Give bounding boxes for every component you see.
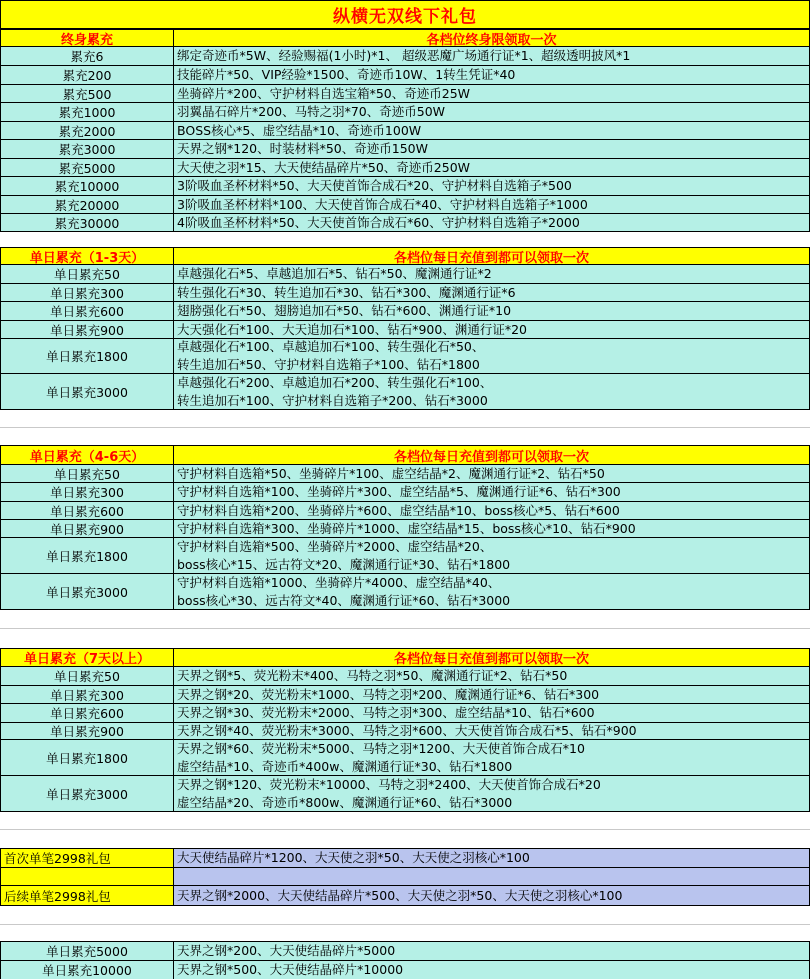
reward-cell	[174, 723, 810, 739]
reward-line: 转生强化石*30、转生追加石*30、钻石*300、魔渊通行证*6	[177, 284, 516, 300]
reward-line: BOSS核心*5、虚空结晶*10、奇迹币100W	[177, 122, 422, 138]
tier-cell: 单日累充600	[0, 502, 174, 519]
reward-line: 天界之钢*30、荧光粉末*2000、马特之羽*300、虚空结晶*10、钻石*600	[177, 705, 595, 720]
table-row	[0, 102, 810, 121]
reward-line: 大天使结晶碎片*1200、大天使之羽*50、大天使之羽核心*100	[177, 850, 530, 865]
reward-line: 守护材料自选箱*100、坐骑碎片*300、虚空结晶*5、魔渊通行证*6、钻石*300	[177, 484, 621, 499]
tier-cell: 累充20000	[0, 196, 174, 213]
table-row	[0, 84, 810, 102]
reward-cell	[174, 961, 810, 979]
table-row	[0, 775, 810, 811]
tier-cell: 单日累充3000	[0, 374, 174, 409]
section-header-lifetime	[0, 29, 810, 46]
reward-cell	[174, 740, 810, 775]
tier-cell: 单日累充1800	[0, 740, 174, 775]
table-row	[0, 283, 810, 301]
tier-cell: 累充3000	[0, 140, 174, 158]
table-row	[0, 703, 810, 722]
section-header-right: 各档位每日充值到都可以领取一次	[174, 446, 810, 464]
tier-cell: 单日累充600	[0, 704, 174, 722]
blank-row	[0, 829, 810, 848]
reward-line: 大天强化石*100、大天追加石*100、钻石*900、渊通行证*20	[177, 321, 527, 337]
reward-line: 天界之钢*60、荧光粉末*5000、马特之羽*1200、大天使首饰合成石*10	[177, 740, 585, 756]
gift-row-subsequent	[0, 885, 810, 905]
table-row	[0, 960, 810, 979]
blank-row	[0, 811, 810, 829]
reward-cell	[174, 47, 810, 65]
section-header-right: 各档位每日充值到都可以领取一次	[174, 649, 810, 666]
reward-line: 守护材料自选箱*300、坐骑碎片*1000、虚空结晶*15、boss核心*10、钻石*900	[177, 520, 636, 536]
reward-cell	[174, 321, 810, 338]
section-header-left: 终身累充	[0, 30, 174, 46]
section-header-day4-6	[0, 445, 810, 464]
tier-cell: 单日累充3000	[0, 776, 174, 811]
reward-line: 转生追加石*50、守护材料自选箱子*100、钻石*1800	[177, 357, 480, 372]
tier-cell: 单日累充600	[0, 302, 174, 320]
tier-cell: 单日累充50	[0, 667, 174, 685]
blank-row	[0, 924, 810, 941]
table-row	[0, 666, 810, 685]
reward-line: 守护材料自选箱*500、坐骑碎片*2000、虚空结晶*20、	[177, 538, 493, 554]
table-row	[0, 264, 810, 283]
reward-line: 3阶吸血圣杯材料*50、大天使首饰合成石*20、守护材料自选箱子*500	[177, 178, 572, 193]
tier-cell: 单日累充900	[0, 520, 174, 537]
reward-cell	[174, 196, 810, 213]
reward-cell	[174, 103, 810, 121]
tier-cell: 累充6	[0, 47, 174, 65]
table-row	[0, 501, 810, 519]
table-row	[0, 176, 810, 195]
reward-line: 卓越强化石*100、卓越追加石*100、转生强化石*50、	[177, 339, 485, 354]
blank-row	[0, 628, 810, 648]
reward-cell	[174, 942, 810, 960]
table-row	[0, 464, 810, 482]
reward-cell	[174, 502, 810, 519]
reward-line: 守护材料自选箱*50、坐骑碎片*100、虚空结晶*2、魔渊通行证*2、钻石*50	[177, 465, 605, 481]
table-row	[0, 46, 810, 65]
reward-cell	[174, 374, 810, 409]
reward-cell	[174, 776, 810, 811]
reward-line: 天界之钢*2000、大天使结晶碎片*500、大天使之羽*50、大天使之羽核心*100	[177, 887, 623, 903]
reward-cell	[174, 667, 810, 685]
tier-cell: 累充500	[0, 85, 174, 102]
gift-row-first	[0, 848, 810, 867]
reward-cell	[174, 159, 810, 176]
tier-cell: 单日累充1800	[0, 339, 174, 373]
table-row	[0, 139, 810, 158]
reward-line: 天界之钢*40、荧光粉末*3000、马特之羽*600、大天使首饰合成石*5、钻石*900	[177, 723, 637, 738]
table-row	[0, 739, 810, 775]
reward-line: 卓越强化石*5、卓越追加石*5、钻石*50、魔渊通行证*2	[177, 266, 492, 281]
section-header-left: 单日累充（4-6天）	[0, 446, 174, 464]
reward-line: 羽翼晶石碎片*200、马特之羽*70、奇迹币50W	[177, 104, 446, 119]
tier-cell: 累充30000	[0, 214, 174, 231]
reward-line: 翅膀强化石*50、翅膀追加石*50、钻石*600、渊通行证*10	[177, 303, 512, 318]
section-header-right: 各档位每日充值到都可以领取一次	[174, 248, 810, 264]
reward-line: 技能碎片*50、VIP经验*1500、奇迹币10W、1转生凭证*40	[177, 67, 516, 82]
reward-line: 守护材料自选箱*200、坐骑碎片*600、虚空结晶*10、boss核心*5、钻石*600	[177, 502, 620, 518]
reward-line: 天界之钢*120、时装材料*50、奇迹币150W	[177, 141, 428, 156]
section-header-right: 各档位终身限领取一次	[174, 30, 810, 46]
reward-line: 4阶吸血圣杯材料*50、大天使首饰合成石*60、守护材料自选箱子*2000	[177, 214, 580, 230]
table-row	[0, 301, 810, 320]
reward-cell	[174, 122, 810, 139]
tier-cell: 单日累充10000	[0, 961, 174, 979]
table-row	[0, 722, 810, 739]
table-row	[0, 537, 810, 573]
table-row	[0, 519, 810, 537]
gift-name-cell: 首次单笔2998礼包	[0, 849, 174, 867]
reward-cell	[174, 177, 810, 195]
reward-cell	[174, 66, 810, 84]
section-header-left: 单日累充（7天以上）	[0, 649, 174, 666]
tier-cell: 单日累充5000	[0, 942, 174, 960]
table-row	[0, 941, 810, 960]
gift-name-cell: 后续单笔2998礼包	[0, 886, 174, 905]
section-header-left: 单日累充（1-3天）	[0, 248, 174, 264]
tier-cell: 单日累充900	[0, 723, 174, 739]
tier-cell: 单日累充300	[0, 483, 174, 501]
reward-line: 天界之钢*20、荧光粉末*1000、马特之羽*200、魔渊通行证*6、钻石*300	[177, 686, 600, 702]
reward-cell	[174, 339, 810, 373]
table-row	[0, 373, 810, 409]
reward-cell	[174, 85, 810, 102]
reward-cell	[174, 538, 810, 573]
reward-line: 坐骑碎片*200、守护材料自选宝箱*50、奇迹币25W	[177, 85, 471, 101]
reward-cell	[174, 465, 810, 482]
tier-cell: 累充1000	[0, 103, 174, 121]
reward-line: 虚空结晶*20、奇迹币*800w、魔渊通行证*60、钻石*3000	[177, 794, 513, 810]
reward-cell	[174, 265, 810, 283]
reward-line: 守护材料自选箱*1000、坐骑碎片*4000、虚空结晶*40、	[177, 574, 501, 590]
table-row	[0, 482, 810, 501]
reward-cell	[174, 302, 810, 320]
table-row	[0, 338, 810, 373]
tier-cell: 单日累充1800	[0, 538, 174, 573]
blank-row	[0, 409, 810, 427]
blank-row	[0, 905, 810, 924]
reward-line: 天界之钢*5、荧光粉末*400、马特之羽*50、魔渊通行证*2、钻石*50	[177, 668, 568, 683]
gift-content-cell	[174, 849, 810, 867]
table-row	[0, 195, 810, 213]
gift-content-cell	[174, 886, 810, 905]
table-row	[0, 65, 810, 84]
reward-cell	[174, 686, 810, 703]
reward-line: 转生追加石*100、守护材料自选箱子*200、钻石*3000	[177, 392, 488, 408]
reward-line: 天界之钢*120、荧光粉末*10000、马特之羽*2400、大天使首饰合成石*20	[177, 776, 601, 792]
blank-row	[0, 231, 810, 247]
reward-line: 卓越强化石*200、卓越追加石*200、转生强化石*100、	[177, 374, 493, 390]
tier-cell: 单日累充300	[0, 284, 174, 301]
section-header-day1-3	[0, 247, 810, 264]
tier-cell: 单日累充50	[0, 265, 174, 283]
blank-row	[0, 609, 810, 628]
table-row	[0, 121, 810, 139]
reward-cell	[174, 704, 810, 722]
reward-line: 天界之钢*200、大天使结晶碎片*5000	[177, 943, 396, 958]
table-row	[0, 158, 810, 176]
reward-line: 天界之钢*500、大天使结晶碎片*10000	[177, 962, 404, 977]
reward-line: 3阶吸血圣杯材料*100、大天使首饰合成石*40、守护材料自选箱子*1000	[177, 196, 588, 212]
tier-cell: 单日累充50	[0, 465, 174, 482]
table-row	[0, 213, 810, 231]
tier-cell: 累充2000	[0, 122, 174, 139]
reward-line: boss核心*30、远古符文*40、魔渊通行证*60、钻石*3000	[177, 592, 511, 608]
page-title: 纵横无双线下礼包	[0, 0, 810, 29]
tier-cell: 单日累充900	[0, 321, 174, 338]
section-header-day7plus	[0, 648, 810, 666]
tier-cell: 累充10000	[0, 177, 174, 195]
tier-cell: 累充5000	[0, 159, 174, 176]
reward-line: 大天使之羽*15、大天使结晶碎片*50、奇迹币250W	[177, 159, 471, 175]
reward-cell	[174, 214, 810, 231]
reward-cell	[174, 574, 810, 609]
table-row	[0, 320, 810, 338]
blank-row	[0, 427, 810, 445]
tier-cell: 单日累充300	[0, 686, 174, 703]
reward-line: boss核心*15、远古符文*20、魔渊通行证*30、钻石*1800	[177, 556, 511, 572]
gift-blank-row	[0, 867, 810, 885]
reward-line: 虚空结晶*10、奇迹币*400w、魔渊通行证*30、钻石*1800	[177, 758, 513, 774]
table-row	[0, 685, 810, 703]
table-row	[0, 573, 810, 609]
tier-cell: 累充200	[0, 66, 174, 84]
reward-cell	[174, 483, 810, 501]
reward-cell	[174, 140, 810, 158]
reward-cell	[174, 520, 810, 537]
reward-cell	[174, 284, 810, 301]
tier-cell: 单日累充3000	[0, 574, 174, 609]
reward-line: 绑定奇迹币*5W、经验赐福(1小时)*1、 超级恶魔广场通行证*1、超级透明披风*1	[177, 48, 631, 63]
